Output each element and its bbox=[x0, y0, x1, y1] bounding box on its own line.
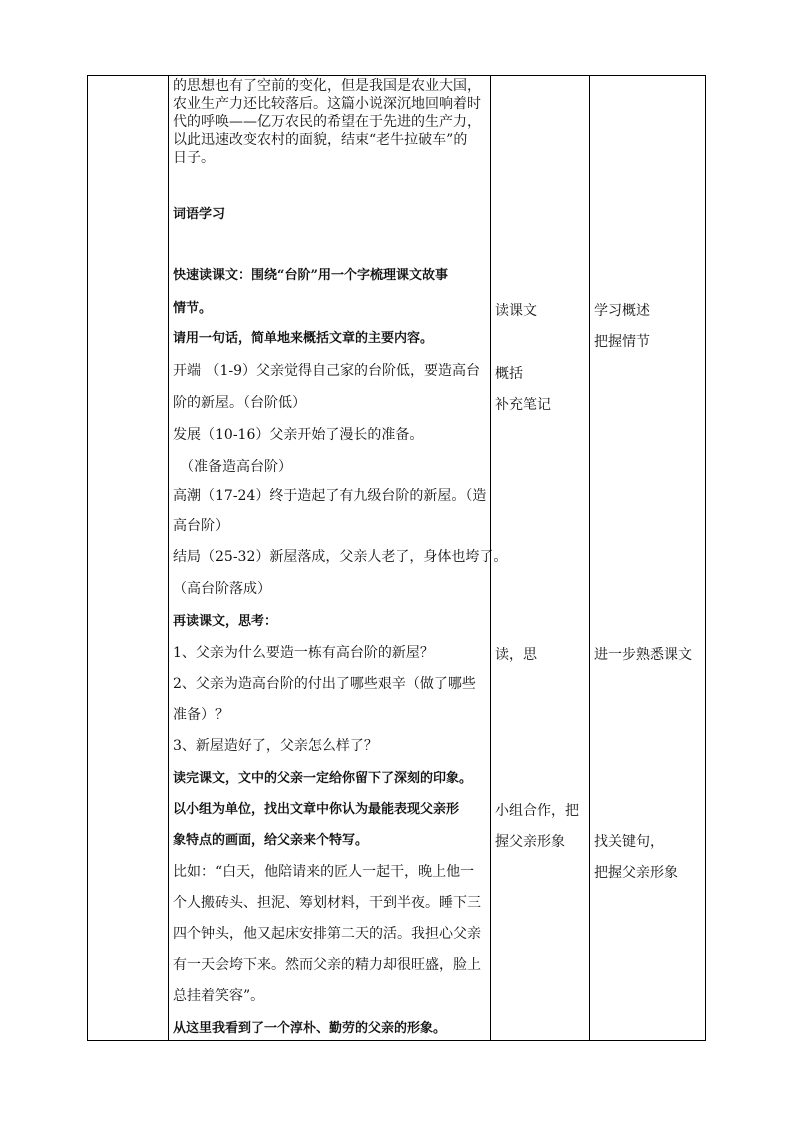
content-line: 高潮（17-24）终于造起了有九级台阶的新屋。（造 bbox=[173, 488, 487, 504]
content-heading: 以小组为单位，找出文章中你认为最能表现父亲形 bbox=[173, 802, 460, 817]
content-line: 代的呼唤——亿万农民的希望在于先进的生产力， bbox=[173, 114, 481, 130]
design-intent-line: 找关键句， bbox=[594, 834, 664, 850]
lesson-table bbox=[87, 75, 706, 1041]
content-heading: 情节。 bbox=[173, 301, 213, 316]
content-line: 个人搬砖头、担泥、筹划材料，干到半夜。睡下三 bbox=[173, 895, 481, 911]
content-line: 开端 （1-9）父亲觉得自己家的台阶低，要造高台 bbox=[173, 363, 480, 379]
content-line: 比如：“白天，他陪请来的匠人一起干，晚上他一 bbox=[173, 864, 475, 880]
student-activity-line: 小组合作，把 bbox=[495, 803, 579, 819]
content-line: 农业生产力还比较落后。这篇小说深沉地回响着时 bbox=[173, 96, 481, 112]
content-heading: 象特点的画面，给父亲来个特写。 bbox=[173, 833, 369, 848]
student-activity-line: 补充笔记 bbox=[495, 397, 551, 413]
content-line: （高台阶落成） bbox=[173, 581, 271, 597]
content-line: 高台阶） bbox=[173, 518, 229, 534]
content-heading: 词语学习 bbox=[173, 207, 226, 222]
column-divider bbox=[589, 76, 590, 1040]
content-heading: 从这里我看到了一个淳朴、勤劳的父亲的形象。 bbox=[173, 1021, 447, 1036]
student-activity-line: 读，思 bbox=[495, 647, 537, 663]
student-activity-line: 概括 bbox=[495, 366, 523, 382]
content-line: 以此迅速改变农村的面貌，结束“老牛拉破车”的 bbox=[173, 132, 468, 148]
student-activity-line: 握父亲形象 bbox=[495, 834, 565, 850]
content-line: 总挂着笑容”。 bbox=[173, 988, 265, 1004]
content-line: 1、父亲为什么要造一栋有高台阶的新屋？ bbox=[173, 645, 434, 661]
content-line: 四个钟头，他又起床安排第二天的活。我担心父亲 bbox=[173, 926, 481, 942]
design-intent-line: 进一步熟悉课文 bbox=[594, 647, 692, 663]
content-line: 发展（10-16）父亲开始了漫长的准备。 bbox=[173, 427, 424, 443]
content-line: 结局（25-32）新屋落成，父亲人老了，身体也垮了。 bbox=[173, 549, 508, 565]
student-activity-line: 读课文 bbox=[495, 303, 537, 319]
content-heading: 请用一句话，简单地来概括文章的主要内容。 bbox=[173, 331, 434, 346]
content-line: 有一天会垮下来。然而父亲的精力却很旺盛，脸上 bbox=[173, 957, 481, 973]
content-line: 阶的新屋。（台阶低） bbox=[173, 395, 306, 411]
column-divider bbox=[168, 76, 169, 1040]
content-line: 的思想也有了空前的变化，但是我国是农业大国， bbox=[173, 78, 481, 94]
design-intent-line: 把握情节 bbox=[594, 334, 650, 350]
content-line: 日子。 bbox=[173, 150, 215, 166]
content-line: （准备造高台阶） bbox=[173, 459, 292, 475]
content-heading: 读完课文，文中的父亲一定给你留下了深刻的印象。 bbox=[173, 771, 473, 786]
content-line: 3、新屋造好了，父亲怎么样了？ bbox=[173, 738, 378, 754]
design-intent-line: 学习概述 bbox=[594, 303, 650, 319]
content-line: 2、父亲为造高台阶的付出了哪些艰辛（做了哪些 bbox=[173, 676, 476, 692]
content-heading: 快速读课文：围绕“台阶”用一个字梳理课文故事 bbox=[173, 268, 448, 283]
content-heading: 再读课文，思考： bbox=[173, 614, 278, 629]
content-line: 准备）？ bbox=[173, 707, 229, 723]
design-intent-line: 把握父亲形象 bbox=[594, 865, 678, 881]
